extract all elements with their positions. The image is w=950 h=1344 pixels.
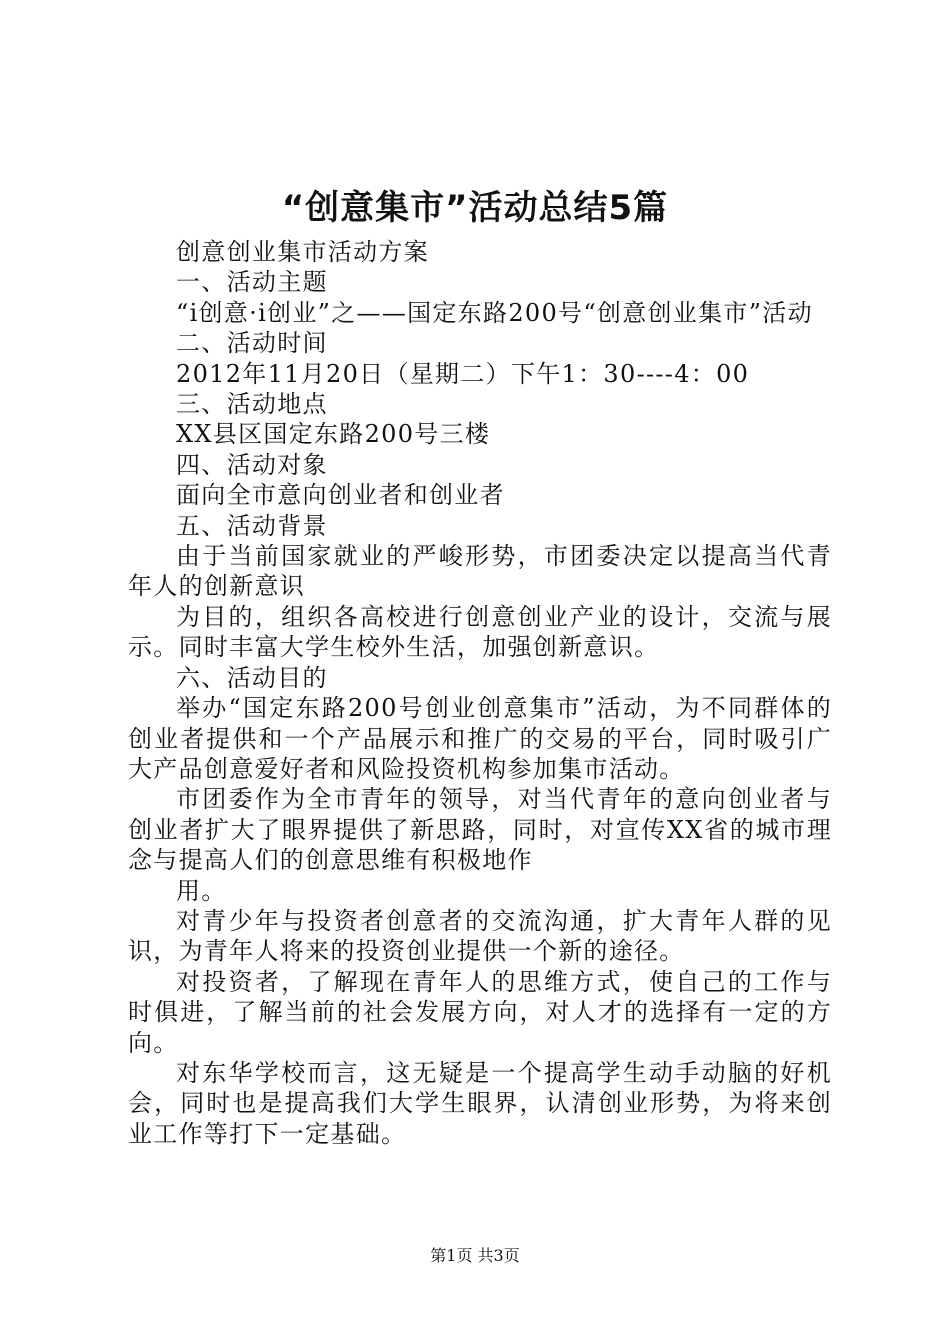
paragraph-purpose-1: 举办“国定东路200号创业创意集市”活动，为不同群体的创业者提供和一个产品展示和推广的交易的平台，同时吸引广大产品创意爱好者和风险投资机构参加集市活动。 (128, 694, 832, 783)
section-heading-location: 三、活动地点 (176, 390, 328, 419)
paragraph-background-1: 由于当前国家就业的严峻形势，市团委决定以提高当代青年人的创新意识 (128, 542, 832, 601)
paragraph-purpose-2-cont: 用。 (176, 876, 227, 905)
section-heading-time: 二、活动时间 (176, 329, 328, 358)
paragraph-purpose-2: 市团委作为全市青年的领导，对当代青年的意向创业者与创业者扩大了眼界提供了新思路，同时，对宣传XX省的城市理念与提高人们的创意思维有积极地作 (128, 785, 832, 875)
paragraph-purpose-3: 对青少年与投资者创意者的交流沟通，扩大青年人群的见识，为青年人将来的投资创业提供一个新的途径。 (128, 906, 832, 966)
paragraph-plan-heading: 创意创业集市活动方案 (176, 238, 429, 266)
paragraph-time: 2012年11月20日（星期二）下午1：30----4：00 (176, 359, 750, 388)
paragraph-theme: “i创意·i创业”之——国定东路200号“创意创业集市”活动 (176, 298, 813, 327)
paragraph-location: XX县区国定东路200号三楼 (176, 420, 491, 449)
paragraph-purpose-5: 对东华学校而言，这无疑是一个提高学生动手动脑的好机会，同时也是提高我们大学生眼界，认清创业形势，为将来创业工作等打下一定基础。 (128, 1058, 832, 1148)
paragraph-purpose-4: 对投资者，了解现在青年人的思维方式，使自己的工作与时俱进，了解当前的社会发展方向，对人才的选择有一定的方向。 (128, 967, 832, 1057)
paragraph-background-2: 为目的，组织各高校进行创意创业产业的设计，交流与展示。同时丰富大学生校外生活，加强创新意识。 (128, 602, 832, 662)
document-body (128, 237, 832, 1149)
section-heading-background: 五、活动背景 (176, 511, 328, 540)
paragraph-audience: 面向全市意向创业者和创业者 (176, 481, 505, 510)
section-heading-theme: 一、活动主题 (176, 268, 328, 297)
section-heading-audience: 四、活动对象 (176, 450, 328, 479)
page-footer: 第1页 共3页 (430, 1246, 520, 1265)
section-heading-purpose: 六、活动目的 (176, 663, 328, 692)
document-title: “创意集市”活动总结5篇 (281, 188, 669, 228)
